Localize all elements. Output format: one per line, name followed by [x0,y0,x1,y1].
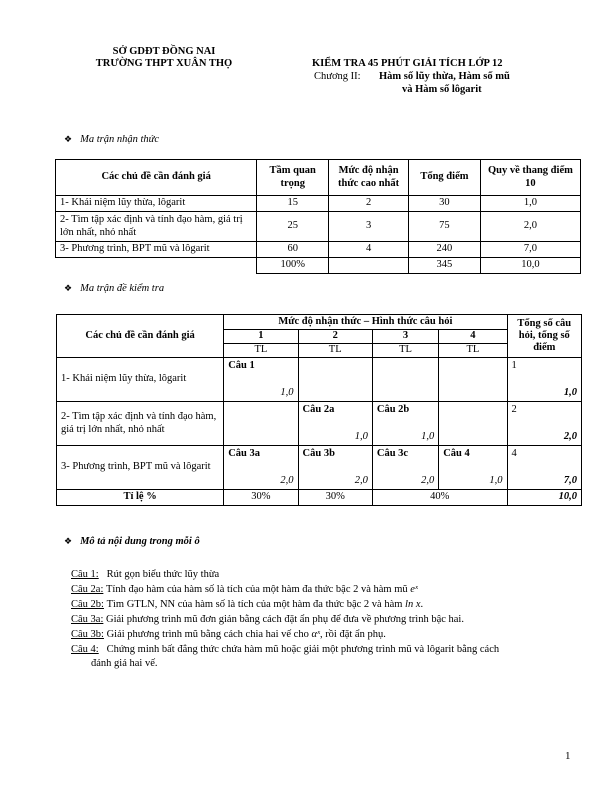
t2-form-2: TL [298,344,372,358]
exam-title: KIỂM TRA 45 PHÚT GIẢI TÍCH LỚP 12 [312,58,503,69]
t2-cell [439,446,507,490]
description-continuation: đánh giá hai vế. [91,658,158,669]
description-text: Chứng minh bất đẳng thức chứa hàm mũ hoặc giải một phương trình mũ và lôgarit bằng cách [106,644,500,655]
table-row [57,490,582,506]
section1-title: Ma trận nhận thức [80,134,160,145]
description-text: Giải phương trình mũ đơn giản bằng cách đặt ẩn phụ để đưa về phương trình bậc hai. [106,614,464,625]
t2-cell [224,402,298,446]
t2-level-2: 2 [298,330,372,344]
t2-level-3: 3 [372,330,438,344]
question-count: 4 [511,448,517,459]
t1-cell: 1,0 [480,196,580,212]
diamond-bullet-icon: ❖ [64,283,73,293]
t1-cell: 75 [409,212,481,242]
t2-header-topic: Các chủ đề cần đánh giá [57,315,224,358]
question-points: 1,0 [354,430,368,442]
t2-cell [372,358,438,402]
t1-cell: 15 [257,196,329,212]
total-points: 1,0 [563,386,577,398]
total-points: 7,0 [563,474,577,486]
question-label: Câu 3a [228,448,261,459]
t1-cell: 25 [257,212,329,242]
t1-header-total: Tổng điểm [409,160,481,196]
math-expression: αˣ [311,629,320,640]
description-label: Câu 2b: [71,599,104,610]
t2-cell [298,446,372,490]
t2-cell [439,402,507,446]
description-label: Câu 1: [71,569,99,580]
table-row [57,446,582,490]
t1-cell: 2 [329,196,409,212]
description-item [71,644,499,655]
description-tail: , rồi đặt ẩn phụ. [319,629,386,640]
question-label: Câu 3c [376,448,409,459]
description-text: Tìm GTLN, NN của hàm số là tích của một hàm đa thức bậc 2 và hàm [106,599,403,610]
t1-cell: 1- Khái niệm lũy thừa, lôgarit [56,196,257,212]
t2-total-cell [507,446,581,490]
t2-cell [439,358,507,402]
cognition-matrix-table [55,159,581,274]
question-label: Câu 2b [376,404,410,415]
description-text: Tính đạo hàm của hàm số là tích của một hàm đa thức bậc 2 và hàm mũ [106,584,408,595]
table-row [57,402,582,446]
t1-cell: 100% [257,258,329,274]
t2-cell [298,358,372,402]
t2-topic: 2- Tìm tập xác định và tính đạo hàm, giá trị lớn nhất, nhỏ nhất [57,402,224,446]
t1-cell: 2,0 [480,212,580,242]
question-points: 2,0 [280,474,294,486]
chapter-name-line1: Hàm số lũy thừa, Hàm số mũ [379,71,510,82]
t2-cell [372,402,438,446]
t1-cell: 60 [257,242,329,258]
t2-form-4: TL [439,344,507,358]
t2-cell [224,358,298,402]
description-label: Câu 3b: [71,629,104,640]
t1-cell: 30 [409,196,481,212]
question-points: 2,0 [421,474,435,486]
t1-header-scale10: Quy về thang điểm 10 [480,160,580,196]
t1-cell: 7,0 [480,242,580,258]
description-text: Rút gọn biểu thức lũy thừa [106,569,220,580]
school-name: TRƯỜNG THPT XUÂN THỌ [95,58,233,69]
description-item [71,629,386,640]
exam-matrix-table [56,314,582,506]
table-row [56,258,581,274]
t2-form-1: TL [224,344,298,358]
question-label: Câu 4 [443,448,470,459]
math-expression: eˣ [410,584,418,595]
description-text: Giải phương trình mũ bằng cách chia hai vế cho [106,629,309,640]
table-row [56,196,581,212]
question-points: 2,0 [354,474,368,486]
section2-title: Ma trận đề kiểm tra [80,283,165,294]
t1-cell [329,258,409,274]
question-label: Câu 1 [228,360,255,371]
t2-total-cell [507,402,581,446]
t1-cell: 240 [409,242,481,258]
t2-cell [372,446,438,490]
description-label: Câu 4: [71,644,99,655]
diamond-bullet-icon: ❖ [64,134,73,144]
t2-cell [224,446,298,490]
t2-topic: 3- Phương trình, BPT mũ và lôgarit [57,446,224,490]
ratio-label: Tỉ lệ % [57,490,224,506]
t2-cell [298,402,372,446]
t1-cell: 2- Tìm tập xác định và tính đạo hàm, giá trị lớn nhất, nhỏ nhất [56,212,257,242]
description-item [71,584,418,595]
question-count: 2 [511,404,517,415]
question-label: Câu 2a [302,404,335,415]
t1-header-level: Mức độ nhận thức cao nhất [329,160,409,196]
t2-header-levels: Mức độ nhận thức – Hình thức câu hỏi [224,315,507,330]
section2-title-row [64,283,164,294]
t2-level-1: 1 [224,330,298,344]
math-expression: ln x [405,599,421,610]
t2-level-4: 4 [439,330,507,344]
t2-total-cell [507,358,581,402]
chapter-label: Chương II: [314,71,361,82]
ratio-value: 40% [372,490,507,506]
t1-cell: 10,0 [480,258,580,274]
description-item [71,599,423,610]
diamond-bullet-icon: ❖ [64,536,73,546]
description-label: Câu 2a: [71,584,104,595]
t2-header-total: Tổng số câu hỏi, tổng số điểm [507,315,581,358]
dept-name: SỞ GDĐT ĐỒNG NAI [112,46,216,57]
chapter-name-line2: và Hàm số lôgarit [402,84,482,95]
description-label: Câu 3a: [71,614,104,625]
section3-title: Mô tả nội dung trong mỗi ô [80,536,200,547]
ratio-value: 30% [224,490,298,506]
ratio-total: 10,0 [507,490,581,506]
description-item [71,614,464,625]
ratio-value: 30% [298,490,372,506]
t1-cell: 4 [329,242,409,258]
t1-header-topic: Các chủ đề cần đánh giá [56,160,257,196]
section3-title-row [64,536,200,547]
table-row [57,358,582,402]
question-points: 1,0 [489,474,503,486]
table-row [56,212,581,242]
description-item [71,569,219,580]
page-number: 1 [565,750,571,762]
t1-cell: 3- Phương trình, BPT mũ và lôgarit [56,242,257,258]
section1-title-row [64,134,159,145]
question-label: Câu 3b [302,448,335,459]
t2-form-3: TL [372,344,438,358]
t1-cell: 345 [409,258,481,274]
t1-header-importance: Tầm quan trọng [257,160,329,196]
total-points: 2,0 [563,430,577,442]
t1-cell [56,258,257,274]
table-row [56,242,581,258]
description-tail: . [420,599,424,610]
question-points: 1,0 [280,386,294,398]
t1-cell: 3 [329,212,409,242]
t2-topic: 1- Khái niệm lũy thừa, lôgarit [57,358,224,402]
question-count: 1 [511,360,517,371]
question-points: 1,0 [421,430,435,442]
